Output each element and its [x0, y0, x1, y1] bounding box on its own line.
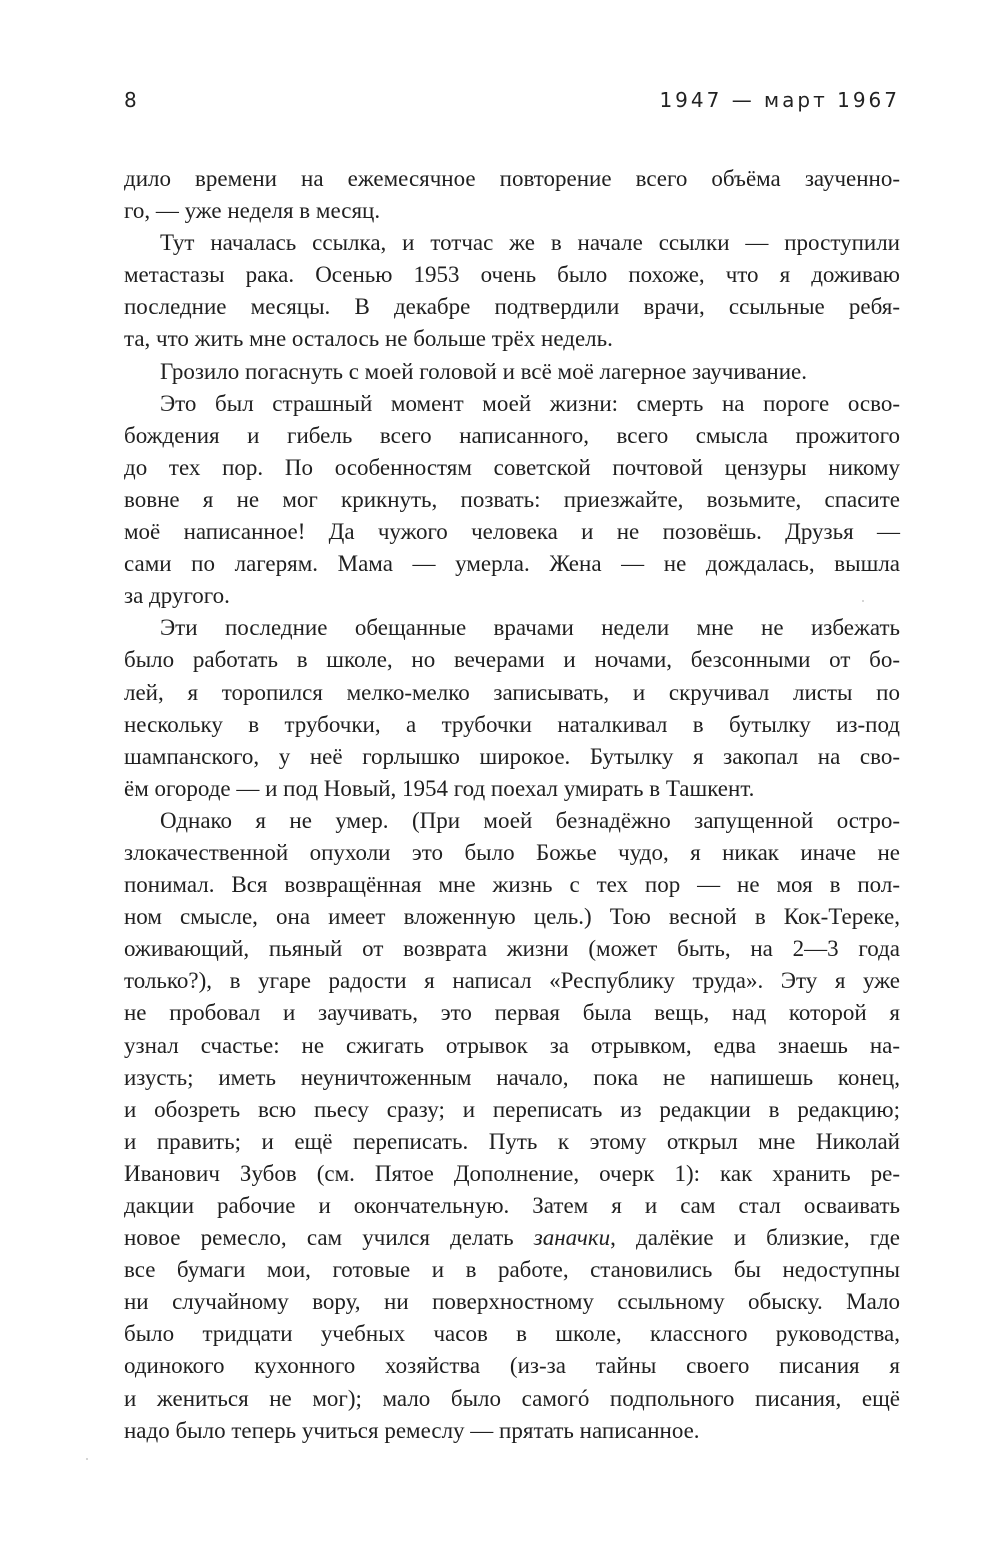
text-line: Тут началась ссылка, и тотчас же в начале ссылки — проступили — [160, 230, 900, 256]
text-line: ём огороде — и под Новый, 1954 год поехал умирать в Ташкент. — [124, 775, 755, 801]
body-text — [124, 163, 900, 1447]
text-line: последние месяцы. В декабре подтвердили врачи, ссыльные ребя- — [124, 294, 900, 320]
text-line: метастазы рака. Осенью 1953 очень было похоже, что я доживаю — [124, 262, 900, 288]
text-line: оживающий, пьяный от возврата жизни (может быть, на 2—3 года — [124, 936, 900, 962]
text-line: нескольку в трубочки, а трубочки наталкивал в бутылку из-под — [124, 711, 900, 737]
text-line: Иванович Зубов (см. Пятое Дополнение, очерк 1): как хранить ре- — [124, 1160, 900, 1186]
text-line: надо было теперь учиться ремеслу — прятать написанное. — [124, 1417, 700, 1443]
emphasized-word: заначки — [533, 1225, 611, 1251]
text-segment: новое ремесло, сам учился делать — [124, 1225, 534, 1251]
text-line: было тридцати учебных часов в школе, классного руководства, — [124, 1321, 900, 1347]
text-line: лей, я торопился мелко-мелко записывать, и скручивал листы по — [124, 679, 900, 705]
text-line — [124, 1222, 900, 1254]
text-line: и жениться не мог); мало было самогó подпольного писания, ещё — [124, 1385, 900, 1411]
text-line: понимал. Вся возвращённая мне жизнь с тех пор — не моя в пол- — [124, 872, 900, 898]
text-line: злокачественной опухоли это было Божье чудо, я никак иначе не — [124, 839, 900, 865]
text-line: одинокого кухонного хозяйства (из-за тайны своего писания я — [124, 1353, 900, 1379]
text-line: не пробовал и заучивать, это первая была вещь, над которой я — [124, 1000, 900, 1026]
running-title: 1947 — март 1967 — [659, 88, 900, 112]
text-line: шампанского, у неё горлышко широкое. Бутылку я закопал на сво- — [124, 743, 900, 769]
text-line: и править; и ещё переписать. Путь к этому открыл мне Николай — [124, 1128, 900, 1154]
text-line: та, что жить мне осталось не больше трёх недель. — [124, 326, 613, 352]
text-line: узнал счастье: не сжигать отрывок за отрывком, едва знаешь на- — [124, 1032, 900, 1058]
text-line: го, — уже неделя в месяц. — [124, 198, 381, 224]
text-line: ном смысле, она имеет вложенную цель.) Тою весной в Кок-Тереке, — [124, 904, 900, 930]
text-line: Это был страшный момент моей жизни: смерть на пороге осво- — [160, 390, 900, 416]
text-line: Эти последние обещанные врачами недели мне не избежать — [160, 615, 900, 641]
text-line: все бумаги мои, готовые и в работе, становились бы недоступны — [124, 1257, 900, 1283]
page-number: 8 — [124, 88, 140, 112]
paper-speck — [862, 600, 864, 602]
text-line: было работать в школе, но вечерами и ночами, безсонными от бо- — [124, 647, 900, 673]
text-line: сами по лагерям. Мама — умерла. Жена — не дождалась, вышла — [124, 551, 900, 577]
text-line: вовне я не мог крикнуть, позвать: приезжайте, возьмите, спасите — [124, 486, 900, 512]
text-line: ни случайному вору, ни поверхностному ссыльному обыску. Мало — [124, 1289, 900, 1315]
text-line: изусть; иметь неуничтоженным начало, пока не напишешь конец, — [124, 1064, 900, 1090]
text-line: моё написанное! Да чужого человека и не позовёшь. Друзья — — [124, 519, 900, 545]
text-line: дило времени на ежемесячное повторение всего объёма заученно- — [124, 166, 900, 191]
text-line: только?), в угаре радости я написал «Республику труда». Эту я уже — [124, 968, 900, 994]
text-line: за другого. — [124, 583, 230, 609]
text-line: бождения и гибель всего написанного, всего смысла прожитого — [124, 422, 900, 448]
text-line: дакции рабочие и окончательную. Затем я и сам стал осваивать — [124, 1193, 900, 1218]
text-line: Грозило погаснуть с моей головой и всё моё лагерное заучивание. — [160, 358, 807, 384]
text-line: и обозреть всю пьесу сразу; и переписать из редакции в редакцию; — [124, 1096, 900, 1122]
text-segment: , далёкие и близкие, где — [610, 1225, 900, 1251]
paper-speck — [86, 1458, 88, 1460]
text-line: Однако я не умер. (При моей безнадёжно запущенной остро- — [160, 807, 900, 833]
running-head — [124, 88, 900, 118]
text-line: до тех пор. По особенностям советской почтовой цензуры никому — [124, 454, 900, 480]
